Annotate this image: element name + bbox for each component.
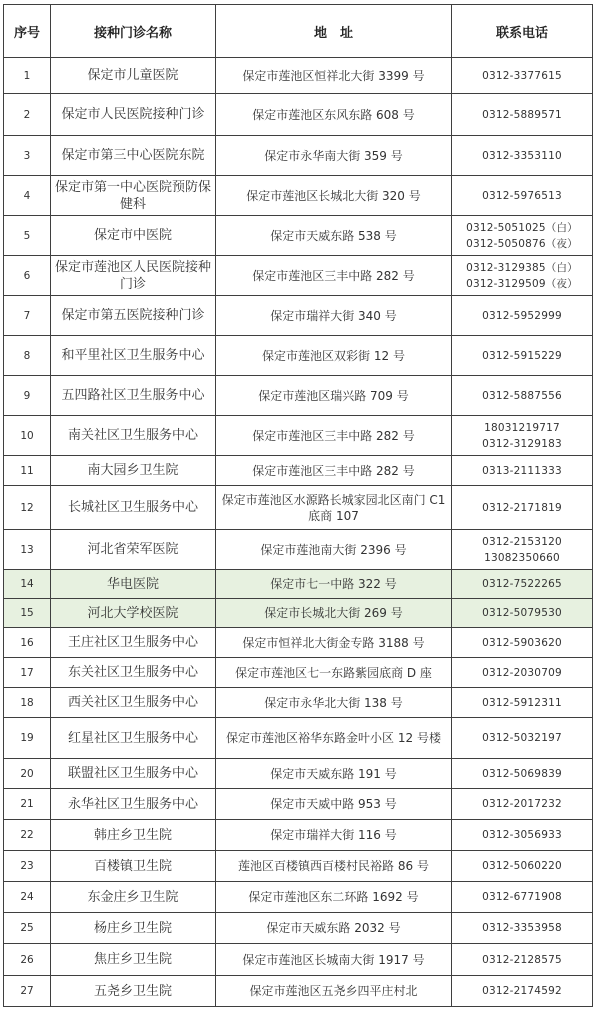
clinic-phone (452, 913, 593, 944)
row-number: 19 (4, 718, 51, 759)
clinic-address: 保定市莲池区东二环路 1692 号 (216, 882, 452, 913)
clinic-name: 西关社区卫生服务中心 (51, 688, 216, 718)
clinic-address: 保定市瑞祥大街 340 号 (216, 296, 452, 336)
row-number: 22 (4, 820, 51, 851)
phone-number: 0312-3129385（白） (466, 261, 578, 274)
clinic-phone (452, 944, 593, 976)
phone-number: 0312-2030709 (482, 666, 562, 679)
clinic-phone (452, 688, 593, 718)
table-row (4, 976, 593, 1007)
phone-number: 0312-2153120 (482, 535, 562, 548)
table-row (4, 759, 593, 789)
row-number: 24 (4, 882, 51, 913)
clinic-name: 韩庄乡卫生院 (51, 820, 216, 851)
clinic-phone (452, 658, 593, 688)
clinic-name: 河北省荣军医院 (51, 530, 216, 570)
clinic-name: 华电医院 (51, 570, 216, 599)
clinic-phone (452, 58, 593, 94)
table-row (4, 136, 593, 176)
clinic-phone (452, 136, 593, 176)
header-no: 序号 (4, 5, 51, 58)
phone-number: 0312-3129509（夜） (466, 277, 578, 290)
clinic-phone (452, 820, 593, 851)
clinic-address: 保定市天威东路 2032 号 (216, 913, 452, 944)
table-row (4, 882, 593, 913)
header-name: 接种门诊名称 (51, 5, 216, 58)
clinic-name: 保定市第五医院接种门诊 (51, 296, 216, 336)
clinic-name: 长城社区卫生服务中心 (51, 486, 216, 530)
clinic-phone (452, 851, 593, 882)
table-row (4, 486, 593, 530)
row-number: 11 (4, 456, 51, 486)
phone-number: 0312-5060220 (482, 860, 562, 872)
phone-number: 0312-2017232 (482, 798, 562, 810)
table-row (4, 416, 593, 456)
header-phone: 联系电话 (452, 5, 593, 58)
clinic-name: 王庄社区卫生服务中心 (51, 628, 216, 658)
clinic-address: 保定市永华北大街 138 号 (216, 688, 452, 718)
phone-number: 0312-5915229 (482, 349, 562, 362)
phone-number: 0312-2128575 (482, 953, 562, 966)
row-number: 5 (4, 216, 51, 256)
clinic-name: 东关社区卫生服务中心 (51, 658, 216, 688)
clinic-phone (452, 570, 593, 599)
clinic-name: 南大园乡卫生院 (51, 456, 216, 486)
table-row (4, 913, 593, 944)
phone-number: 0312-5032197 (482, 732, 562, 744)
table-row (4, 530, 593, 570)
clinic-phone (452, 176, 593, 216)
clinic-name: 保定市人民医院接种门诊 (51, 94, 216, 136)
phone-number: 0312-5079530 (482, 607, 562, 619)
row-number: 2 (4, 94, 51, 136)
table-body (4, 58, 593, 1007)
row-number: 25 (4, 913, 51, 944)
phone-number: 0312-5976513 (482, 189, 562, 202)
clinic-address: 保定市莲池区三丰中路 282 号 (216, 456, 452, 486)
phone-number: 0313-2111333 (482, 464, 562, 477)
clinic-name: 东金庄乡卫生院 (51, 882, 216, 913)
clinic-name: 保定市第一中心医院预防保健科 (51, 176, 216, 216)
clinic-phone (452, 486, 593, 530)
header-address: 地 址 (216, 5, 452, 58)
phone-number: 0312-3129183 (482, 437, 562, 450)
clinic-name: 五四路社区卫生服务中心 (51, 376, 216, 416)
phone-number: 0312-7522265 (482, 578, 562, 590)
table-row (4, 456, 593, 486)
clinic-address: 保定市长城北大街 269 号 (216, 599, 452, 628)
row-number: 1 (4, 58, 51, 94)
clinic-address: 保定市瑞祥大街 116 号 (216, 820, 452, 851)
phone-number: 0312-2174592 (482, 985, 562, 997)
clinic-name: 保定市莲池区人民医院接种门诊 (51, 256, 216, 296)
clinic-phone (452, 296, 593, 336)
row-number: 20 (4, 759, 51, 789)
phone-number: 0312-5051025（白） (466, 221, 578, 234)
clinic-address: 保定市莲池区长城南大街 1917 号 (216, 944, 452, 976)
clinic-phone (452, 416, 593, 456)
clinic-name: 联盟社区卫生服务中心 (51, 759, 216, 789)
clinic-phone (452, 94, 593, 136)
row-number: 7 (4, 296, 51, 336)
clinic-address: 保定市莲池南大街 2396 号 (216, 530, 452, 570)
phone-number: 0312-3353110 (482, 149, 562, 162)
clinic-phone (452, 789, 593, 820)
table-row (4, 944, 593, 976)
phone-number: 0312-5887556 (482, 389, 562, 402)
table-row (4, 718, 593, 759)
row-number: 16 (4, 628, 51, 658)
clinic-name: 保定市中医院 (51, 216, 216, 256)
clinic-name: 和平里社区卫生服务中心 (51, 336, 216, 376)
clinic-name: 红星社区卫生服务中心 (51, 718, 216, 759)
clinic-phone (452, 628, 593, 658)
phone-number: 0312-5912311 (482, 696, 562, 709)
clinic-phone (452, 599, 593, 628)
row-number: 14 (4, 570, 51, 599)
row-number: 15 (4, 599, 51, 628)
row-number: 21 (4, 789, 51, 820)
table-row (4, 688, 593, 718)
clinic-phone (452, 530, 593, 570)
clinic-phone (452, 256, 593, 296)
clinic-address: 保定市天威中路 953 号 (216, 789, 452, 820)
clinic-phone (452, 216, 593, 256)
table-row (4, 58, 593, 94)
clinic-name: 保定市儿童医院 (51, 58, 216, 94)
clinic-address: 保定市天威东路 191 号 (216, 759, 452, 789)
clinic-phone (452, 882, 593, 913)
clinic-address: 保定市天威东路 538 号 (216, 216, 452, 256)
table-row (4, 628, 593, 658)
clinic-name: 永华社区卫生服务中心 (51, 789, 216, 820)
clinic-address: 保定市莲池区双彩街 12 号 (216, 336, 452, 376)
table-row (4, 256, 593, 296)
clinic-address: 保定市莲池区长城北大街 320 号 (216, 176, 452, 216)
table-header (4, 5, 593, 58)
row-number: 9 (4, 376, 51, 416)
phone-number: 0312-3377615 (482, 69, 562, 82)
clinic-name: 杨庄乡卫生院 (51, 913, 216, 944)
table-row (4, 570, 593, 599)
clinic-phone (452, 718, 593, 759)
table-row (4, 376, 593, 416)
phone-number: 0312-5889571 (482, 108, 562, 121)
clinic-name: 南关社区卫生服务中心 (51, 416, 216, 456)
clinic-name: 保定市第三中心医院东院 (51, 136, 216, 176)
phone-number: 0312-2171819 (482, 501, 562, 514)
clinic-name: 五尧乡卫生院 (51, 976, 216, 1007)
phone-number: 0312-3056933 (482, 829, 562, 841)
row-number: 23 (4, 851, 51, 882)
header-row (4, 5, 593, 58)
table-row (4, 216, 593, 256)
table-row (4, 851, 593, 882)
phone-number: 0312-5069839 (482, 767, 562, 780)
table-row (4, 820, 593, 851)
row-number: 13 (4, 530, 51, 570)
table-row (4, 599, 593, 628)
phone-number: 0312-6771908 (482, 891, 562, 903)
row-number: 6 (4, 256, 51, 296)
phone-number: 0312-5903620 (482, 636, 562, 649)
row-number: 8 (4, 336, 51, 376)
clinic-address: 保定市莲池区裕华东路金叶小区 12 号楼 (216, 718, 452, 759)
clinic-address: 保定市七一中路 322 号 (216, 570, 452, 599)
table-row (4, 176, 593, 216)
table-row (4, 296, 593, 336)
clinic-address: 保定市莲池区三丰中路 282 号 (216, 416, 452, 456)
phone-number: 18031219717 (484, 421, 560, 434)
clinic-address: 保定市莲池区东风东路 608 号 (216, 94, 452, 136)
table-row (4, 658, 593, 688)
row-number: 4 (4, 176, 51, 216)
row-number: 17 (4, 658, 51, 688)
clinic-address: 保定市莲池区七一东路紫园底商 D 座 (216, 658, 452, 688)
clinic-address: 保定市莲池区瑞兴路 709 号 (216, 376, 452, 416)
table-row (4, 94, 593, 136)
phone-number: 0312-5050876（夜） (466, 237, 578, 250)
table-row (4, 789, 593, 820)
clinic-address: 保定市莲池区恒祥北大街 3399 号 (216, 58, 452, 94)
phone-number: 13082350660 (484, 551, 560, 564)
row-number: 27 (4, 976, 51, 1007)
row-number: 3 (4, 136, 51, 176)
table-row (4, 336, 593, 376)
row-number: 12 (4, 486, 51, 530)
row-number: 26 (4, 944, 51, 976)
phone-number: 0312-3353958 (482, 922, 562, 934)
clinic-address: 莲池区百楼镇西百楼村民裕路 86 号 (216, 851, 452, 882)
clinic-phone (452, 336, 593, 376)
phone-number: 0312-5952999 (482, 309, 562, 322)
row-number: 18 (4, 688, 51, 718)
clinic-phone (452, 759, 593, 789)
clinic-name: 百楼镇卫生院 (51, 851, 216, 882)
clinic-address: 保定市莲池区水源路长城家园北区南门 C1 底商 107 (216, 486, 452, 530)
row-number: 10 (4, 416, 51, 456)
clinic-phone (452, 456, 593, 486)
clinic-name: 河北大学校医院 (51, 599, 216, 628)
clinic-phone (452, 976, 593, 1007)
clinic-address: 保定市永华南大街 359 号 (216, 136, 452, 176)
clinic-table (3, 4, 593, 1007)
clinic-address: 保定市莲池区三丰中路 282 号 (216, 256, 452, 296)
clinic-address: 保定市莲池区五尧乡四平庄村北 (216, 976, 452, 1007)
clinic-phone (452, 376, 593, 416)
clinic-name: 焦庄乡卫生院 (51, 944, 216, 976)
clinic-address: 保定市恒祥北大街金专路 3188 号 (216, 628, 452, 658)
